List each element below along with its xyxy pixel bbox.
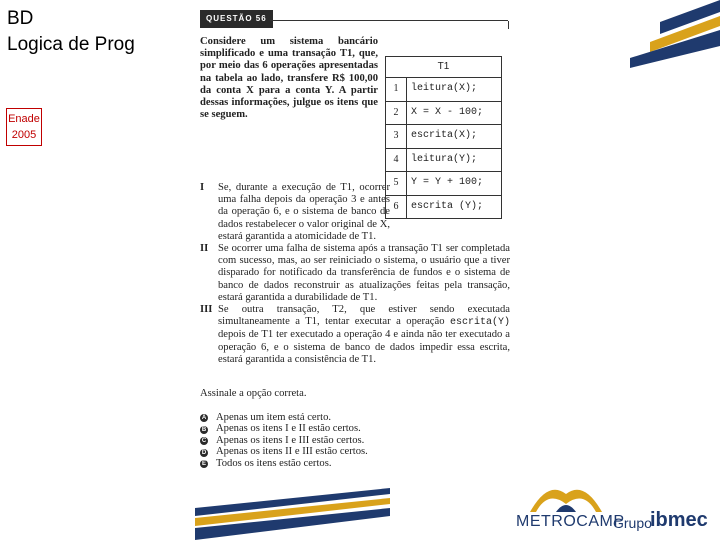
item-roman-numeral: II [200,243,209,255]
transaction-table-header: T1 [386,57,502,78]
operation-number: 3 [386,125,407,149]
slide-title [7,6,135,58]
header-rule [270,20,508,21]
item-text-part: Se outra transação, T2, que estiver sendo executada simultaneamente a T1, tentar executar a operação [218,304,510,328]
option-text: Apenas os itens II e III estão certos. [216,446,368,458]
operation-number: 6 [386,195,407,219]
option-text: Apenas os itens I e III estão certos. [216,434,365,446]
item-text: Se ocorrer uma falha de sistema após a transação T1 ser completada com sucesso, mas, ao ser reiniciado o sistema, o usuário que a tiver disparado for notificado da transferência de fundos e o sistema de banco de dados reconstruir as atualizações feitas pela transação, estará garantida a durabilidade de T1. [218,243,510,303]
question-header [200,10,510,28]
answer-option-b [200,424,510,436]
operation-code: X = X - 100; [407,101,502,125]
option-letter-bullet: D [201,449,207,456]
table-row [386,101,502,125]
table-row [386,78,502,102]
metrocamp-ibmec-logo [512,478,712,534]
operation-code: leitura(Y); [407,148,502,172]
answer-option-d [200,447,510,459]
option-letter-bullet: B [201,426,207,433]
statement-item-2 [200,243,510,304]
answer-option-c [200,435,510,447]
enade-badge [6,108,42,146]
operation-code: leitura(X); [407,78,502,102]
operation-number: 5 [386,172,407,196]
statement-item-3 [200,304,510,366]
slide-title-line-2: Logica de Prog [7,34,135,55]
item-text-part: depois de T1 ter executado a operação 4 e ainda não ter executado a operação 6, e o sistema de banco de dados impedir essa escrita, estará garantida a consistência de T1. [218,329,510,365]
option-text: Todos os itens estão certos. [216,457,332,469]
option-letter-bullet: A [201,415,207,421]
logo-grupo-text: Grupo [613,515,652,531]
table-row [386,195,502,219]
question-number-badge: QUESTÃO 56 [200,10,273,28]
table-row [386,148,502,172]
answer-option-a [200,412,510,424]
answer-prompt: Assinale a opção correta. [200,388,307,400]
operation-code: escrita(X); [407,125,502,149]
logo-metrocamp-text: METROCAMP [516,513,625,530]
operation-code: Y = Y + 100; [407,172,502,196]
table-row [386,172,502,196]
operation-number: 4 [386,148,407,172]
operation-number: 2 [386,101,407,125]
question-intro-area [200,28,510,210]
slide-title-line-1: BD [7,8,34,29]
item-roman-numeral: III [200,304,213,316]
logo-ibmec-text: ibmec [650,509,708,531]
operation-number: 1 [386,78,407,102]
enade-badge-line-1: Enade [8,113,40,125]
answer-options [200,412,510,470]
answer-option-e [200,458,510,470]
item-text: Se, durante a execução de T1, ocorrer uma falha depois da operação 3 e antes da operação 6, e o sistema de banco de dados restabelecer o valor original de X, estará garantida a atomicidade de T1. [218,182,390,242]
transaction-table [385,56,502,219]
table-row [386,125,502,149]
option-text: Apenas um item está certo. [216,411,332,423]
item-text [218,304,510,366]
question-56 [200,10,510,470]
option-letter-bullet: C [201,438,207,444]
metrocamp-arch-icon [526,478,606,514]
option-letter-bullet: E [201,461,206,467]
corner-stripes-decoration [590,0,720,70]
operation-code: escrita (Y); [407,195,502,219]
option-text: Apenas os itens I e II estão certos. [216,423,361,435]
question-intro: Considere um sistema bancário simplificado e uma transação T1, que, por meio das 6 operações apresentadas na tabela ao lado, transfere R$ 100,00 da conta X para a conta Y. A partir dessas informações, julgue os itens que se seguem. [200,36,378,121]
enade-badge-line-2: 2005 [11,129,37,141]
item-inline-code: escrita(Y) [449,317,510,329]
item-roman-numeral: I [200,182,205,193]
